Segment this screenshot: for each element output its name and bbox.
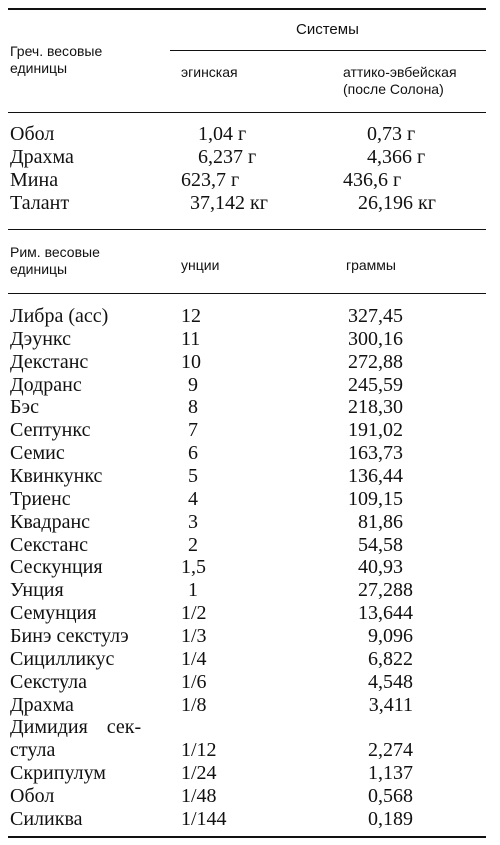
table-row bbox=[0, 602, 500, 624]
table-row bbox=[0, 328, 500, 350]
table-row bbox=[0, 739, 500, 761]
table-row bbox=[0, 374, 500, 396]
unciae-value: 6 bbox=[188, 442, 198, 465]
unciae-value: 1/3 bbox=[181, 624, 207, 647]
unciae-value: 1/6 bbox=[181, 670, 207, 693]
unciae-value: 2 bbox=[188, 533, 198, 556]
table-row bbox=[0, 123, 500, 145]
attic-system-label-line1: аттико-эвбейская bbox=[343, 64, 457, 80]
unit-name: Семис bbox=[10, 442, 65, 465]
unit-name: Септункс bbox=[10, 419, 91, 442]
grams-value: 2,274 bbox=[368, 739, 413, 762]
unit-name: Либра (асс) bbox=[10, 305, 109, 327]
header-bottom-rule bbox=[8, 112, 486, 113]
unit-name: Квадранс bbox=[10, 510, 91, 533]
systems-underline bbox=[170, 50, 486, 51]
grams-value: 163,73 bbox=[348, 442, 403, 465]
table-row bbox=[0, 351, 500, 373]
unit-name: Драхма bbox=[10, 146, 74, 168]
unit-name: Дэункс bbox=[10, 327, 72, 350]
table-row bbox=[0, 442, 500, 464]
table-row bbox=[0, 169, 500, 191]
unciae-value: 8 bbox=[188, 396, 198, 419]
unciae-value: 1/144 bbox=[181, 807, 227, 830]
unciae-value: 1/12 bbox=[181, 739, 217, 762]
table-row bbox=[0, 671, 500, 693]
unciae-value: 10 bbox=[181, 350, 201, 373]
systems-label: Системы bbox=[296, 21, 359, 38]
aegina-system-label: эгинская bbox=[181, 64, 238, 80]
unciae-value: 1,5 bbox=[181, 556, 206, 579]
table-row bbox=[0, 785, 500, 807]
table-row bbox=[0, 648, 500, 670]
aegina-value: 1,04 г bbox=[198, 123, 247, 145]
grams-value: 272,88 bbox=[348, 350, 403, 373]
unciae-value: 1 bbox=[188, 579, 198, 602]
grams-value: 9,096 bbox=[368, 624, 413, 647]
table-row bbox=[0, 762, 500, 784]
roman-units-label-line2: единицы bbox=[10, 261, 68, 277]
unciae-value: 1/48 bbox=[181, 784, 217, 807]
bottom-rule bbox=[8, 836, 486, 838]
attic-system-label-line2: (после Солона) bbox=[343, 81, 444, 97]
unit-name: Бинэ секстулэ bbox=[10, 624, 129, 647]
unciae-value: 1/24 bbox=[181, 762, 217, 784]
grams-value: 191,02 bbox=[348, 419, 403, 442]
unciae-column-label: унции bbox=[181, 257, 220, 273]
table-row bbox=[0, 716, 500, 738]
unciae-value: 1/4 bbox=[181, 647, 207, 670]
table-row bbox=[0, 419, 500, 441]
unit-name: Секстанс bbox=[10, 533, 88, 556]
unit-name: Обол bbox=[10, 784, 55, 807]
table-row bbox=[0, 192, 500, 214]
unit-name: Секстула bbox=[10, 670, 88, 693]
unit-name: Драхма bbox=[10, 693, 74, 716]
unciae-value: 9 bbox=[188, 373, 198, 396]
unit-name: Сескунция bbox=[10, 556, 103, 579]
grams-value: 3,411 bbox=[368, 693, 413, 716]
grams-value: 27,288 bbox=[358, 579, 413, 602]
unciae-value: 11 bbox=[181, 327, 201, 350]
grams-value: 0,568 bbox=[368, 784, 413, 807]
grams-value: 245,59 bbox=[348, 373, 403, 396]
table-row bbox=[0, 625, 500, 647]
grams-column-label: граммы bbox=[346, 257, 396, 273]
roman-header-bottom-rule bbox=[8, 293, 486, 294]
unciae-value: 1/2 bbox=[181, 602, 207, 624]
unciae-value: 1/8 bbox=[181, 693, 207, 716]
grams-value: 1,137 bbox=[368, 762, 413, 784]
unit-name: Квинкункс bbox=[10, 465, 103, 487]
unit-name: Скрипулум bbox=[10, 762, 106, 784]
table-row bbox=[0, 465, 500, 487]
table-row bbox=[0, 146, 500, 168]
unit-name: Димидия сек- bbox=[10, 716, 142, 739]
table-row bbox=[0, 488, 500, 510]
grams-value: 109,15 bbox=[348, 487, 403, 510]
unit-name: Мина bbox=[10, 169, 59, 191]
table-row bbox=[0, 396, 500, 418]
aegina-value: 623,7 г bbox=[181, 169, 240, 191]
unciae-value: 5 bbox=[188, 465, 198, 487]
attic-value: 26,196 кг bbox=[358, 192, 436, 214]
greek-units-label-line2: единицы bbox=[10, 60, 68, 76]
attic-value: 436,6 г bbox=[343, 169, 402, 191]
unciae-value: 3 bbox=[188, 510, 198, 533]
grams-value: 327,45 bbox=[348, 305, 403, 327]
unit-name: Обол bbox=[10, 123, 55, 145]
grams-value: 4,548 bbox=[368, 670, 413, 693]
unit-name: стула bbox=[10, 739, 56, 762]
table-row bbox=[0, 305, 500, 327]
table-row bbox=[0, 694, 500, 716]
unit-name: Семунция bbox=[10, 602, 97, 624]
unit-name: Силиква bbox=[10, 807, 83, 830]
grams-value: 40,93 bbox=[358, 556, 403, 579]
grams-value: 218,30 bbox=[348, 396, 403, 419]
greek-units-label-line1: Греч. весовые bbox=[10, 43, 103, 59]
greek-section-bottom-rule bbox=[8, 229, 486, 230]
attic-value: 4,366 г bbox=[367, 146, 426, 168]
top-rule bbox=[8, 8, 486, 10]
unciae-value: 12 bbox=[181, 305, 201, 327]
table-row bbox=[0, 556, 500, 578]
table-row bbox=[0, 808, 500, 830]
aegina-value: 6,237 г bbox=[198, 146, 257, 168]
aegina-value: 37,142 кг bbox=[190, 192, 268, 214]
grams-value: 54,58 bbox=[358, 533, 403, 556]
unit-name: Додранс bbox=[10, 373, 82, 396]
grams-value: 6,822 bbox=[368, 647, 413, 670]
unit-name: Триенс bbox=[10, 487, 71, 510]
unciae-value: 7 bbox=[188, 419, 198, 442]
unit-name: Унция bbox=[10, 579, 64, 602]
unit-name: Сицилликус bbox=[10, 647, 115, 670]
unit-name: Талант bbox=[10, 192, 70, 214]
unit-name: Декстанс bbox=[10, 350, 89, 373]
table-row bbox=[0, 579, 500, 601]
grams-value: 136,44 bbox=[348, 465, 403, 487]
grams-value: 300,16 bbox=[348, 327, 403, 350]
unciae-value: 4 bbox=[188, 487, 198, 510]
roman-units-label-line1: Рим. весовые bbox=[10, 244, 100, 260]
attic-value: 0,73 г bbox=[367, 123, 416, 145]
unit-name: Бэс bbox=[10, 396, 39, 419]
grams-value: 81,86 bbox=[358, 510, 403, 533]
grams-value: 13,644 bbox=[358, 602, 413, 624]
table-row bbox=[0, 534, 500, 556]
grams-value: 0,189 bbox=[368, 807, 413, 830]
table-row bbox=[0, 511, 500, 533]
